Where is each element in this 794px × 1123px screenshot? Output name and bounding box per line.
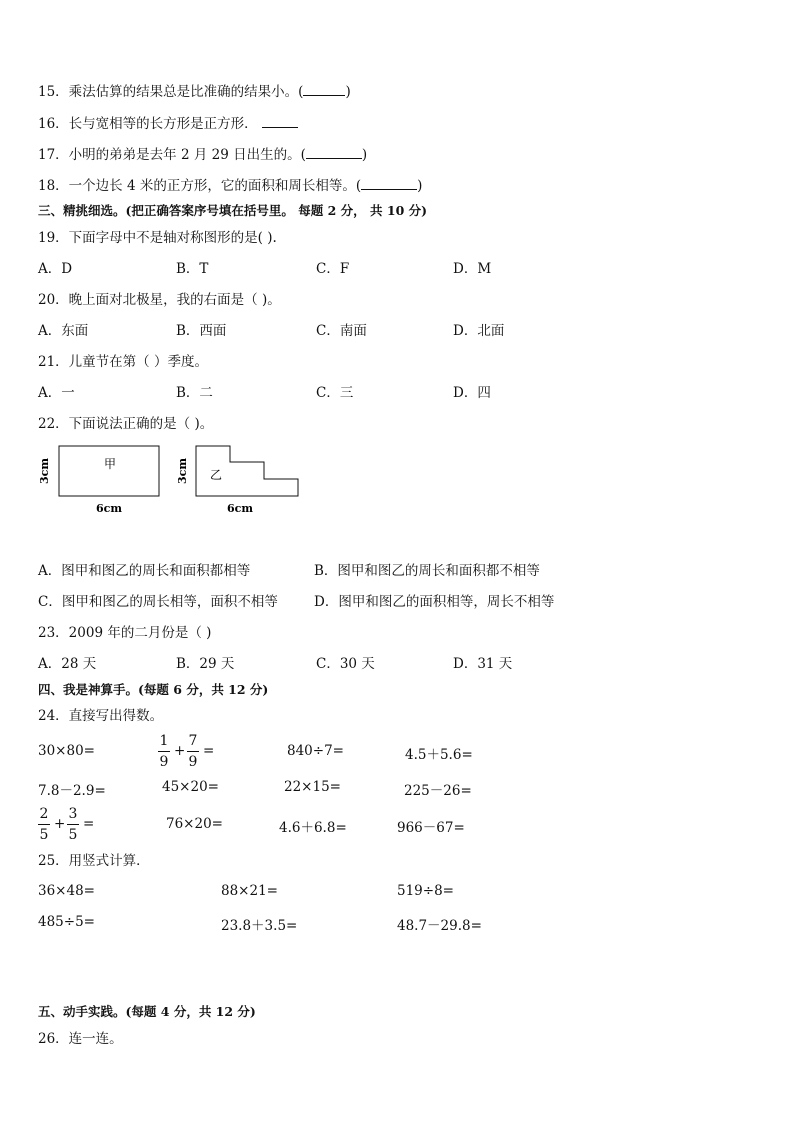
jia-width-label: 6cm	[96, 502, 122, 515]
section-3-heading: 三、精挑细选。(把正确答案序号填在括号里。 每题 2 分， 共 10 分)	[38, 203, 428, 218]
equals-sign: =	[203, 743, 215, 759]
option-c[interactable]: C．30 天	[316, 656, 375, 672]
question-19-text: 19．下面字母中不是轴对称图形的是( ).	[38, 230, 277, 246]
option-b[interactable]: B．二	[176, 385, 213, 401]
option-b[interactable]: B．西面	[176, 323, 227, 339]
question-17-text: 17．小明的弟弟是去年 2 月 29 日出生的。(	[38, 147, 306, 163]
answer-blank[interactable]	[361, 176, 417, 190]
figure-jia-yi	[36, 440, 316, 520]
question-18: 18．一个边长 4 米的正方形，它的面积和周长相等。( )	[38, 178, 423, 194]
section-5-heading: 五、动手实践。(每题 4 分，共 12 分)	[38, 1004, 256, 1019]
calc-item: 840÷7=	[287, 743, 344, 759]
option-a[interactable]: A．28 天	[38, 656, 97, 672]
option-c[interactable]: C．图甲和图乙的周长相等，面积不相等	[38, 594, 278, 610]
equals-sign: =	[83, 816, 95, 832]
calc-item: 4.6＋6.8=	[279, 820, 347, 836]
calc-item: 519÷8=	[397, 883, 454, 899]
option-d[interactable]: D．北面	[453, 323, 505, 339]
fraction: 7 9	[188, 733, 198, 770]
fraction: 2 5	[39, 806, 49, 843]
question-23-text: 23．2009 年的二月份是（ )	[38, 625, 212, 641]
answer-blank[interactable]	[306, 145, 362, 159]
question-20-text: 20．晚上面对北极星，我的右面是（ )。	[38, 292, 281, 308]
option-c[interactable]: C．南面	[316, 323, 367, 339]
option-d[interactable]: D．四	[453, 385, 491, 401]
option-c[interactable]: C．三	[316, 385, 354, 401]
calc-item: 966－67=	[397, 820, 465, 836]
option-a[interactable]: A．东面	[38, 323, 89, 339]
calc-item: 45×20=	[162, 779, 219, 795]
yi-height-label: 3cm	[176, 458, 189, 484]
option-d[interactable]: D．M	[453, 261, 492, 277]
option-a[interactable]: A．图甲和图乙的周长和面积都相等	[38, 563, 251, 579]
yi-label: 乙	[210, 468, 223, 482]
option-d[interactable]: D．31 天	[453, 656, 513, 672]
option-a[interactable]: A．一	[38, 385, 75, 401]
option-a[interactable]: A．D	[38, 261, 73, 277]
option-b[interactable]: B．29 天	[176, 656, 235, 672]
jia-label: 甲	[104, 457, 117, 471]
calc-item: 76×20=	[166, 816, 223, 832]
plus-sign: +	[174, 743, 186, 759]
question-15: 15．乘法估算的结果总是比准确的结果小。( )	[38, 84, 351, 100]
calc-item: 225－26=	[404, 783, 472, 799]
question-15-text: 15．乘法估算的结果总是比准确的结果小。(	[38, 84, 304, 100]
answer-blank[interactable]	[262, 114, 298, 128]
fraction: 3 5	[68, 806, 78, 843]
question-22-text: 22．下面说法正确的是（ )。	[38, 416, 214, 432]
option-d[interactable]: D．图甲和图乙的面积相等，周长不相等	[314, 594, 555, 610]
question-17: 17．小明的弟弟是去年 2 月 29 日出生的。( )	[38, 147, 368, 163]
calc-item: 22×15=	[284, 779, 341, 795]
question-26-text: 26．连一连。	[38, 1031, 123, 1047]
calc-item: 36×48=	[38, 883, 95, 899]
question-24-text: 24．直接写出得数。	[38, 708, 164, 724]
yi-width-label: 6cm	[227, 502, 253, 515]
calc-item: 30×80=	[38, 743, 95, 759]
plus-sign: +	[54, 816, 66, 832]
calc-item: 485÷5=	[38, 914, 95, 930]
calc-item: 48.7－29.8=	[397, 918, 482, 934]
section-4-heading: 四、我是神算手。(每题 6 分，共 12 分)	[38, 682, 269, 697]
option-b[interactable]: B．图甲和图乙的周长和面积都不相等	[314, 563, 540, 579]
jia-height-label: 3cm	[38, 458, 51, 484]
calc-item: 7.8－2.9=	[38, 783, 106, 799]
question-21-text: 21．儿童节在第（ ）季度。	[38, 354, 208, 370]
calc-item: 88×21=	[221, 883, 278, 899]
question-25-text: 25．用竖式计算．	[38, 853, 150, 869]
rectangle-jia	[59, 446, 159, 496]
answer-blank[interactable]	[303, 82, 345, 96]
fraction: 1 9	[159, 733, 169, 770]
option-b[interactable]: B．T	[176, 261, 209, 277]
option-c[interactable]: C．F	[316, 261, 350, 277]
calc-item: 23.8＋3.5=	[221, 918, 298, 934]
question-18-text: 18．一个边长 4 米的正方形，它的面积和周长相等。(	[38, 178, 362, 194]
question-16	[38, 114, 298, 133]
question-16-text: 16．长与宽相等的长方形是正方形．	[38, 116, 258, 132]
calc-item: 4.5＋5.6=	[405, 747, 473, 763]
